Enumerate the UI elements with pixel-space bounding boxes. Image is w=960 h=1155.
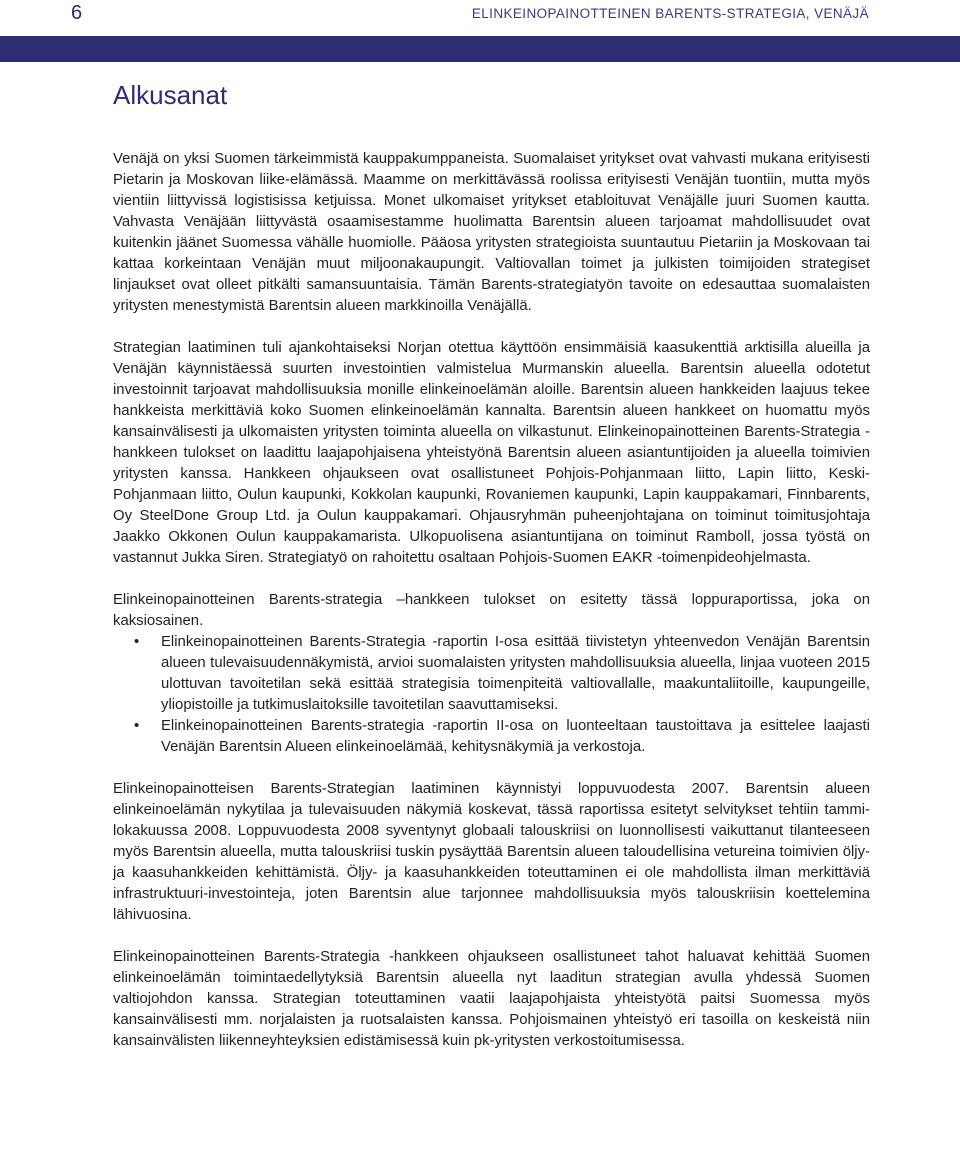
document-body bbox=[113, 80, 870, 1073]
bullet-icon: • bbox=[134, 718, 140, 735]
running-title: ELINKEINOPAINOTTEINEN BARENTS-STRATEGIA, VENÄJÄ bbox=[471, 6, 869, 21]
page-number: 6 bbox=[71, 2, 83, 24]
list-item-text: Elinkeinopainotteinen Barents-Strategia -raportin I-osa esittää tiivistetyn yhteenvedon Venäjän Barentsin alueen tulevaisuudennäkymistä, arvioi suomalaisten yritysten mahdollisuuksia alueella, linjaa vuoteen 2015 ulottuvan tavoitetilan sekä esittää strategisia toimenpiteitä valtiovallalle, maakuntaliitoille, kaupungeille, yliopistoille ja tutkimuslaitoksille tavoitetilan saavuttamiseksi. bbox=[161, 634, 870, 714]
list-item-text: Elinkeinopainotteinen Barents-strategia -raportin II-osa on luonteeltaan taustoittava ja esittelee laajasti Venäjän Barentsin Alueen elinkeinoelämää, kehitysnäkymiä ja verkostoja. bbox=[161, 718, 870, 756]
paragraph-4: Elinkeinopainotteisen Barents-Strategian laatiminen käynnistyi loppuvuodesta 2007. Barentsin alueen elinkeinoelämän nykytilaa ja tulevaisuuden näkymiä koskevat, tässä raportissa esitetyt selvitykset tehtiin tammi-lokakuussa 2008. Loppuvuodesta 2008 syventynyt globaali talouskriisi on luonnollisesti vaikuttanut tilanteeseen myös Barentsin alueella, mutta talouskriisi tuskin pysäyttää Barentsin alueen taloudellisina vetureina toimivien öljy- ja kaasuhankkeiden kehittämistä. Öljy- ja kaasuhankkeiden toteuttaminen ei ole mahdollista ilman merkittäviä infrastruktuuri-investointeja, joten Barentsin alue tarjonnee mahdollisuuksia myös talouskriisin koettelemina lähivuosina. bbox=[113, 781, 870, 924]
paragraph-3: Elinkeinopainotteinen Barents-strategia –hankkeen tulokset on esitetty tässä loppuraportissa, joka on kaksiosainen. bbox=[113, 592, 870, 630]
page-header bbox=[0, 0, 960, 36]
list-item bbox=[113, 632, 870, 716]
paragraph-2: Strategian laatiminen tuli ajankohtaiseksi Norjan otettua käyttöön ensimmäisiä kaasukenttiä arktisilla alueilla ja Venäjän käynnistäessä suurten investointien valmistelua Murmanskin alueella. Barentsin alueella odotetut investoinnit tarjoavat mahdollisuuksia monille elinkeinoelämän aloille. Barentsin alueen hankkeiden laajuus tekee hankkeista merkittäviä koko Suomen elinkeinoelämän kannalta. Barentsin alueen hankkeet on huomattu myös kansainvälisesti ja ulkomaisten yritysten toiminta alueella on vilkastunut. Elinkeinopainotteinen Barents-Strategia -hankkeen tulokset on laadittu laajapohjaisena yhteistyönä Barentsin alueen asiantuntijoiden ja alueella toimivien yritysten kanssa. Hankkeen ohjaukseen ovat osallistuneet Pohjois-Pohjanmaan liitto, Lapin liitto, Keski-Pohjanmaan liitto, Oulun kaupunki, Kokkolan kaupunki, Rovaniemen kaupunki, Lapin kauppakamari, Finnbarents, Oy SteelDone Group Ltd. ja Oulun kauppakamari. Ohjausryhmän puheenjohtajana on toiminut toimitusjohtaja Jaakko Okkonen Oulun kauppakamarista. Ulkopuolisena asiantuntijana on toiminut Ramboll, jossa työstä on vastannut Jukka Siren. Strategiatyö on rahoitettu osaltaan Pohjois-Suomen EAKR -toimenpideohjelmasta. bbox=[113, 340, 870, 567]
page-title: Alkusanat bbox=[113, 80, 228, 110]
header-bar bbox=[0, 36, 960, 62]
paragraph-5: Elinkeinopainotteinen Barents-Strategia -hankkeen ohjaukseen osallistuneet tahot haluavat kehittää Suomen elinkeinoelämän toimintaedellytyksiä Barentsin alueella nyt laaditun strategian avulla yhdessä Suomen valtiojohdon kanssa. Strategian toteuttaminen vaatii laajapohjaista yhteistyötä paitsi Suomessa myös kansainvälisesti mm. norjalaisten ja ruotsalaisten kanssa. Pohjoismainen yhteistyö eri tasoilla on keskeistä niin kansainvälisten liikenneyhteyksien edistämisessä kuin pk-yritysten verkostoitumisessa. bbox=[113, 949, 870, 1050]
list-item bbox=[113, 716, 870, 758]
bullet-icon: • bbox=[134, 634, 140, 651]
bullet-list bbox=[113, 632, 870, 758]
paragraph-1: Venäjä on yksi Suomen tärkeimmistä kauppakumppaneista. Suomalaiset yritykset ovat vahvasti mukana erityisesti Pietarin ja Moskovan liike-elämässä. Maamme on merkittävässä roolissa erityisesti Venäjän tuontiin, mutta myös vientiin liittyvissä logistisissa ketjuissa. Monet ulkomaiset yritykset etabloituvat Venäjälle juuri Suomen kautta. Vahvasta Venäjään liittyvästä osaamisestamme huolimatta Barentsin alueen tarjoamat mahdollisuudet ovat kuitenkin jäänet Suomessa vähälle huomiolle. Pääosa yritysten strategioista suuntautuu Pietariin ja Moskovaan tai kattaa korkeintaan Venäjän muut miljoonakaupungit. Valtiovallan toimet ja julkisten toimijoiden strategiset linjaukset ovat olleet pitkälti samansuuntaisia. Tämän Barents-strategiatyön tavoite on edesauttaa suomalaisten yritysten menestymistä Barentsin alueen markkinoilla Venäjällä. bbox=[113, 151, 870, 315]
